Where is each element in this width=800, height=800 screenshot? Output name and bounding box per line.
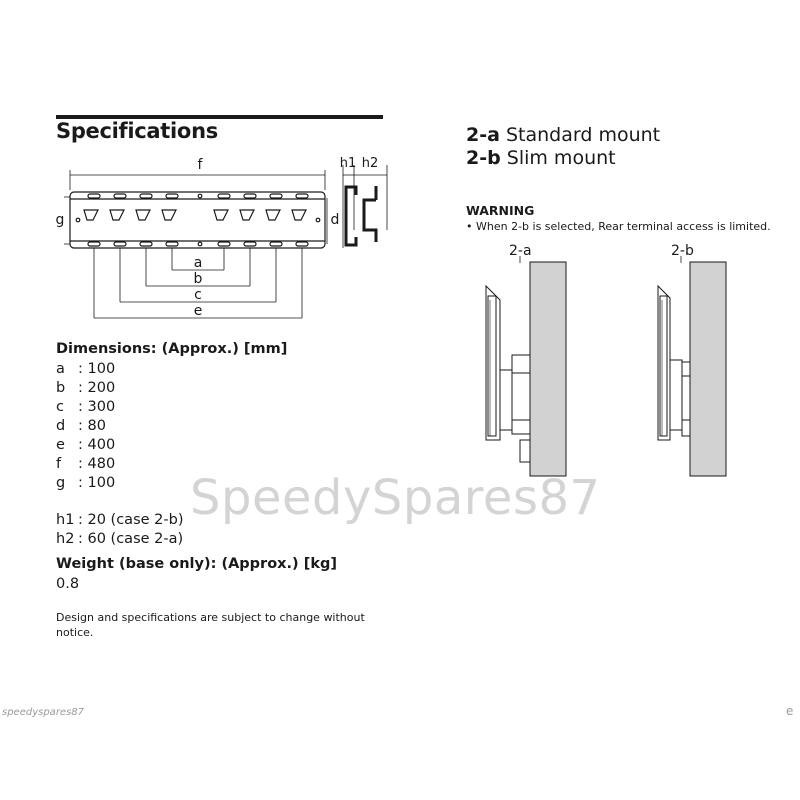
figure-b-label: 2-b (671, 243, 694, 259)
dim-row-b: b : 200 (56, 380, 116, 396)
mount-standard: 2-a Standard mount (466, 124, 661, 146)
label-b: b (193, 271, 203, 287)
dimensions-heading: Dimensions: (Approx.) [mm] (56, 341, 288, 357)
label-e: e (193, 303, 203, 319)
footer-mark: e (786, 704, 794, 718)
spec-note: Design and specifications are subject to change without notice. (56, 611, 365, 639)
dim-row-a: a : 100 (56, 361, 116, 377)
dim-row-d: d : 80 (56, 418, 106, 434)
weight-value: 0.8 (56, 576, 80, 592)
dim-row-c: c : 300 (56, 399, 116, 415)
weight-heading: Weight (base only): (Approx.) [kg] (56, 556, 337, 572)
label-c: c (194, 287, 202, 303)
label-g: g (55, 212, 65, 228)
label-h1: h1 (339, 156, 357, 171)
page-title: Specifications (56, 119, 218, 143)
label-d: d (330, 212, 340, 228)
footer-credit: speedyspares87 (2, 707, 85, 718)
warning-heading: WARNING (466, 203, 535, 218)
warning-text: • When 2-b is selected, Rear terminal access is limited. (466, 220, 771, 233)
watermark: SpeedySpares87 (190, 470, 601, 526)
depth-row-h2: h2 : 60 (case 2-a) (56, 531, 184, 547)
figure-a-label: 2-a (509, 243, 532, 259)
label-h2: h2 (361, 156, 379, 171)
dim-row-e: e : 400 (56, 437, 116, 453)
dim-row-f: f : 480 (56, 456, 116, 472)
label-a: a (193, 255, 203, 271)
dim-row-g: g : 100 (56, 475, 116, 491)
label-f: f (197, 157, 203, 173)
depth-row-h1: h1 : 20 (case 2-b) (56, 512, 184, 528)
mount-slim: 2-b Slim mount (466, 147, 616, 169)
